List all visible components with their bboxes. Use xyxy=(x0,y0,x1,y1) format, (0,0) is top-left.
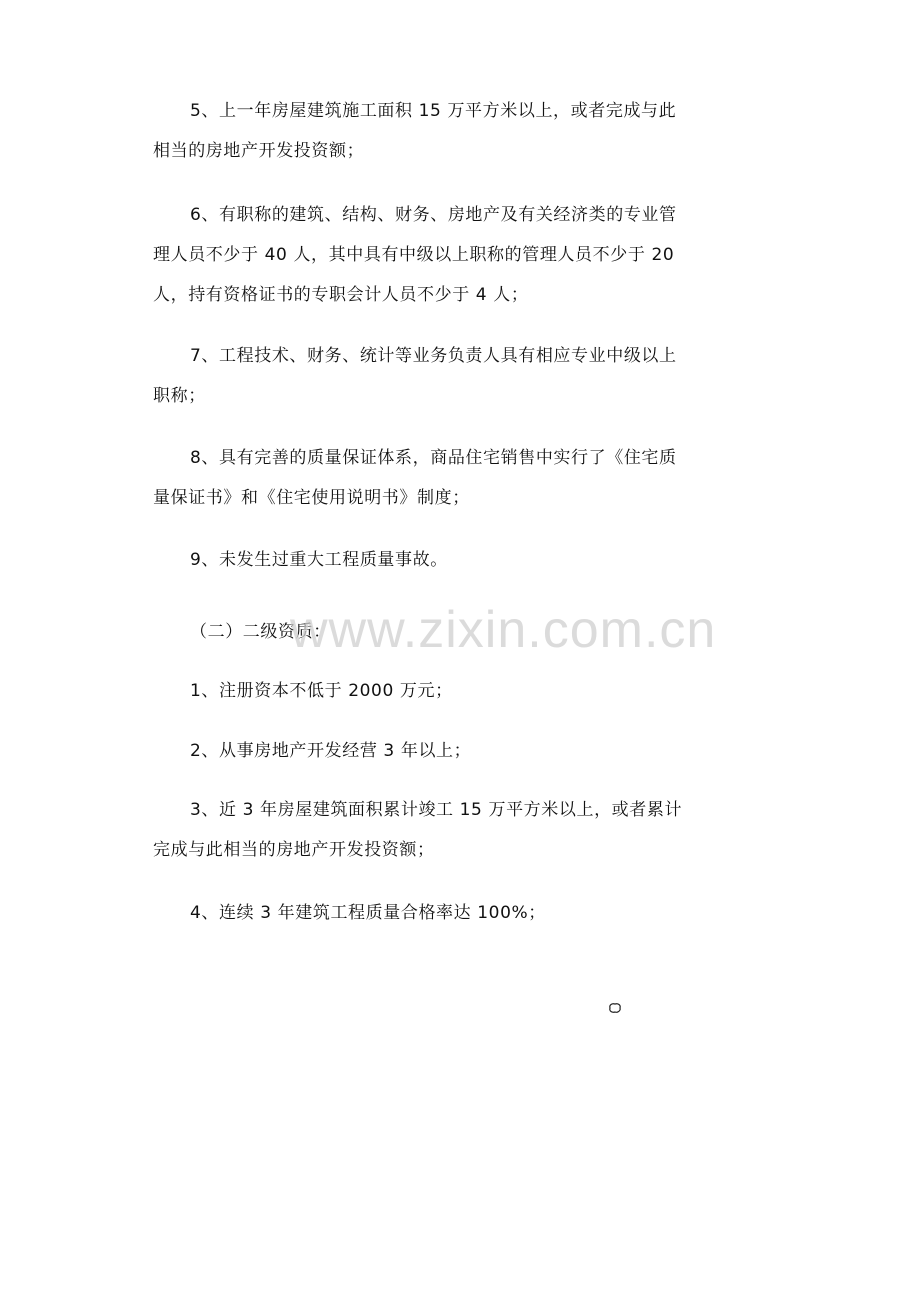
text-line: 理人员不少于 40 人，其中具有中级以上职称的管理人员不少于 20 xyxy=(153,245,675,265)
scan-artifact-icon xyxy=(608,1002,622,1014)
text-line: 4、连续 3 年建筑工程质量合格率达 100%； xyxy=(190,903,546,923)
paragraph-item-5 xyxy=(153,91,713,171)
text-line: 职称； xyxy=(153,386,206,406)
text-line: 8、具有完善的质量保证体系，商品住宅销售中实行了《住宅质 xyxy=(190,448,677,468)
text-line: 2、从事房地产开发经营 3 年以上； xyxy=(190,741,472,761)
section-heading-text: （二）二级资质： xyxy=(190,622,331,642)
paragraph-item-9 xyxy=(153,540,713,580)
paragraph-item-1 xyxy=(153,671,713,711)
paragraph-item-8 xyxy=(153,438,713,518)
paragraph-item-4 xyxy=(153,893,713,933)
text-line: 5、上一年房屋建筑施工面积 15 万平方米以上，或者完成与此 xyxy=(190,101,677,121)
paragraph-item-3 xyxy=(153,790,713,870)
paragraph-item-6 xyxy=(153,195,713,315)
text-line: 6、有职称的建筑、结构、财务、房地产及有关经济类的专业管 xyxy=(190,205,677,225)
text-line: 1、注册资本不低于 2000 万元； xyxy=(190,681,453,701)
text-line: 3、近 3 年房屋建筑面积累计竣工 15 万平方米以上，或者累计 xyxy=(190,800,683,820)
text-line: 7、工程技术、财务、统计等业务负责人具有相应专业中级以上 xyxy=(190,346,677,366)
text-line: 完成与此相当的房地产开发投资额； xyxy=(153,840,435,860)
text-line: 相当的房地产开发投资额； xyxy=(153,141,365,161)
paragraph-item-2 xyxy=(153,731,713,771)
text-line: 9、未发生过重大工程质量事故。 xyxy=(190,550,448,570)
watermark-text: www.zixin.com.cn xyxy=(290,601,717,659)
text-line: 人，持有资格证书的专职会计人员不少于 4 人； xyxy=(153,285,529,305)
paragraph-item-7 xyxy=(153,336,713,416)
text-line: 量保证书》和《住宅使用说明书》制度； xyxy=(153,488,470,508)
